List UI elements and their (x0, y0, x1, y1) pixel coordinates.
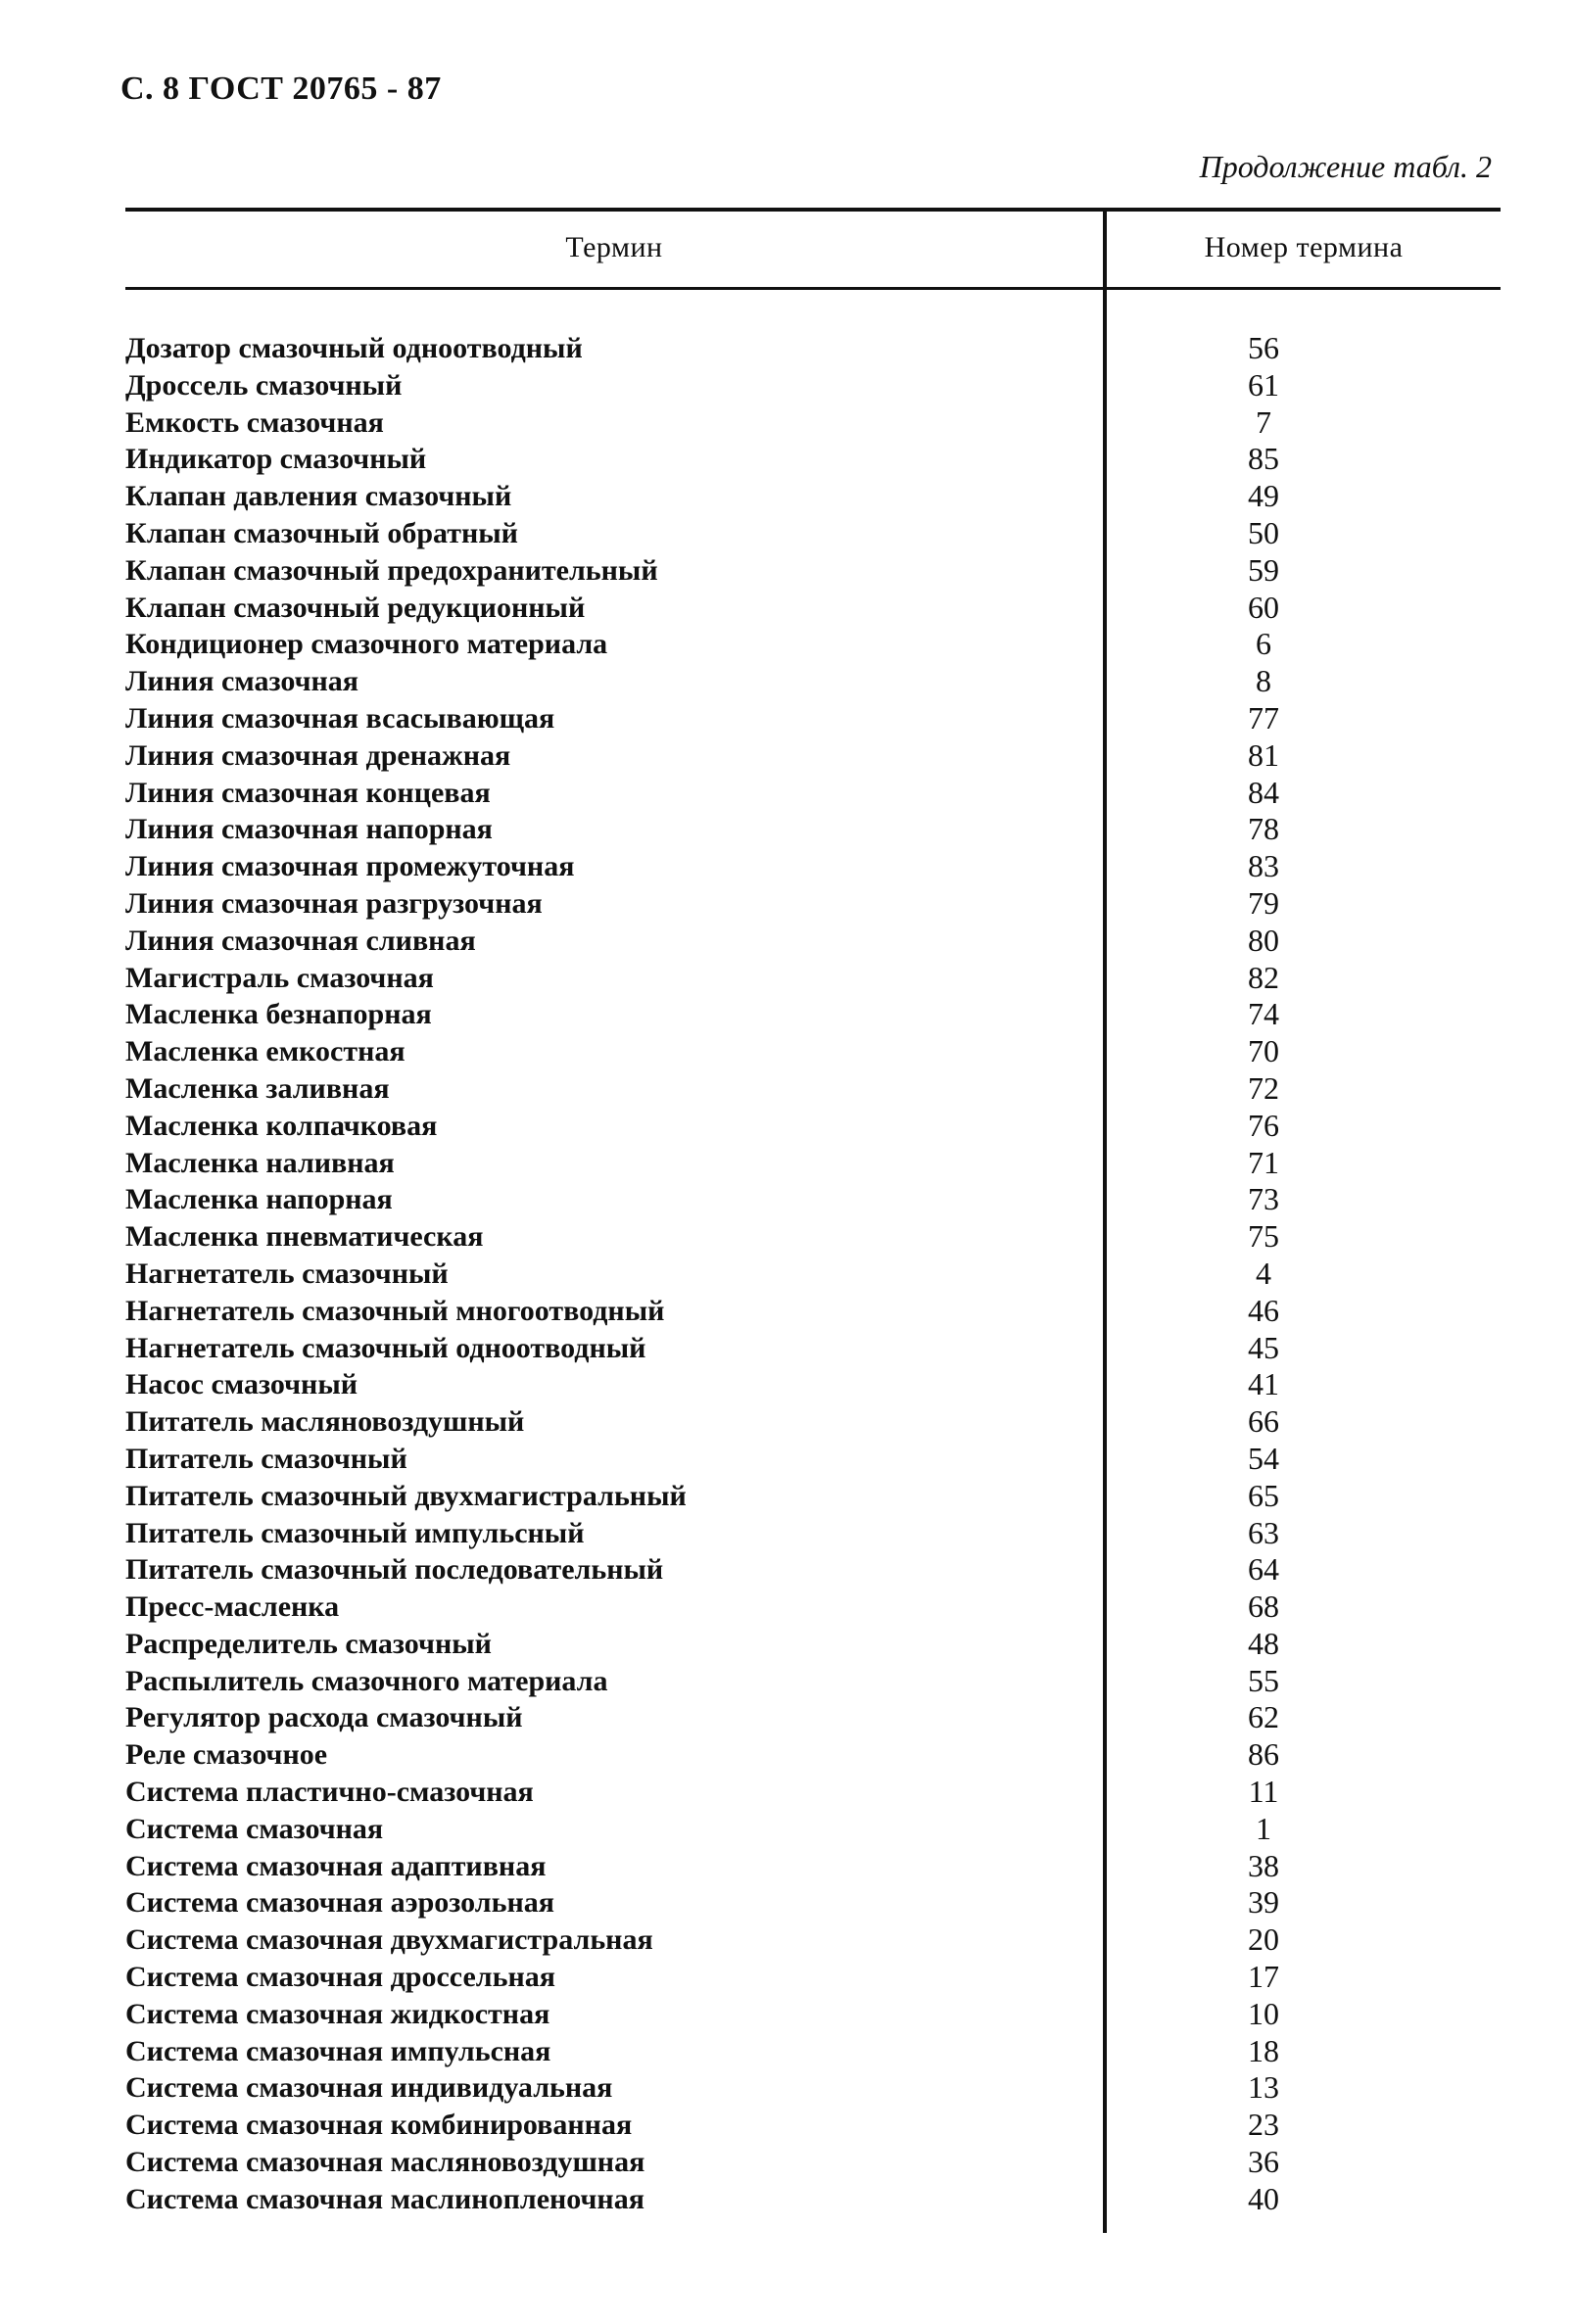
table-row (0, 1478, 1574, 1515)
table-row (0, 1515, 1574, 1552)
term-cell: Система смазочная индивидуальная (125, 2071, 613, 2105)
table-row (0, 1811, 1574, 1848)
term-cell: Магистраль смазочная (125, 961, 434, 994)
table-row (0, 885, 1574, 923)
term-cell: Клапан смазочный обратный (125, 516, 518, 549)
term-number-cell: 78 (1248, 811, 1279, 847)
term-cell: Нагнетатель смазочный (125, 1257, 449, 1290)
term-cell: Клапан смазочный предохранительный (125, 553, 658, 587)
term-cell: Питатель смазочный двухмагистральный (125, 1479, 687, 1512)
term-number-cell: 46 (1248, 1292, 1279, 1328)
term-number-cell: 48 (1248, 1625, 1279, 1661)
term-number-cell: 71 (1248, 1144, 1279, 1180)
table-row (0, 923, 1574, 960)
term-cell: Система смазочная комбинированная (125, 2109, 633, 2142)
table-row (0, 663, 1574, 700)
term-cell: Масленка безнапорная (125, 998, 432, 1031)
table-row (0, 811, 1574, 848)
term-number-cell: 65 (1248, 1477, 1279, 1513)
term-cell: Клапан смазочный редукционный (125, 591, 586, 624)
term-number-cell: 6 (1256, 626, 1271, 662)
term-cell: Система пластично-смазочная (125, 1776, 534, 1809)
term-number-cell: 13 (1248, 2069, 1279, 2106)
term-number-cell: 83 (1248, 848, 1279, 884)
column-header-term: Термин (565, 231, 663, 263)
table-row (0, 1218, 1574, 1256)
table-row (0, 441, 1574, 478)
table-row (0, 848, 1574, 885)
term-cell: Пресс-масленка (125, 1590, 340, 1624)
term-cell: Масленка заливная (125, 1071, 390, 1105)
term-number-cell: 61 (1248, 366, 1279, 403)
term-number-cell: 41 (1248, 1366, 1279, 1402)
term-cell: Линия смазочная напорная (125, 813, 493, 846)
table-row (0, 2107, 1574, 2144)
table-row (0, 700, 1574, 737)
term-number-cell: 11 (1248, 1774, 1279, 1810)
term-number-cell: 85 (1248, 441, 1279, 477)
term-cell: Дроссель смазочный (125, 368, 403, 402)
term-cell: Система смазочная двухмагистральная (125, 1923, 653, 1957)
term-number-cell: 10 (1248, 1995, 1279, 2031)
page-header: С. 8 ГОСТ 20765 - 87 (120, 71, 442, 107)
term-number-cell: 8 (1256, 663, 1271, 699)
table-row (0, 1441, 1574, 1478)
term-number-cell: 76 (1248, 1107, 1279, 1143)
table-row (0, 1663, 1574, 1700)
term-number-cell: 55 (1248, 1662, 1279, 1698)
table-row (0, 1774, 1574, 1811)
term-cell: Система смазочная адаптивная (125, 1849, 547, 1882)
term-cell: Распылитель смазочного материала (125, 1664, 608, 1697)
term-number-cell: 17 (1248, 1959, 1279, 1995)
table-row (0, 775, 1574, 812)
table-row (0, 1589, 1574, 1626)
term-cell: Линия смазочная концевая (125, 776, 491, 809)
table-row (0, 2144, 1574, 2181)
term-number-cell: 59 (1248, 551, 1279, 588)
table-header-rule (125, 287, 1501, 290)
term-cell: Кондиционер смазочного материала (125, 628, 608, 661)
term-number-cell: 7 (1256, 403, 1271, 440)
term-number-cell: 66 (1248, 1403, 1279, 1440)
table-row (0, 1330, 1574, 1367)
term-number-cell: 73 (1248, 1181, 1279, 1217)
term-number-cell: 62 (1248, 1699, 1279, 1735)
term-cell: Масленка наливная (125, 1146, 395, 1179)
table-row (0, 404, 1574, 442)
term-number-cell: 60 (1248, 589, 1279, 625)
term-number-cell: 72 (1248, 1069, 1279, 1106)
term-number-cell: 64 (1248, 1551, 1279, 1588)
term-cell: Насос смазочный (125, 1368, 358, 1401)
term-cell: Система смазочная дроссельная (125, 1961, 556, 1994)
table-row (0, 1921, 1574, 1959)
table-row (0, 1736, 1574, 1774)
term-number-cell: 4 (1256, 1255, 1271, 1291)
term-cell: Линия смазочная разгрузочная (125, 886, 543, 920)
table-row (0, 1108, 1574, 1145)
table-row (0, 590, 1574, 627)
table-row (0, 1996, 1574, 2033)
term-cell: Линия смазочная промежуточная (125, 850, 575, 883)
table-row (0, 1145, 1574, 1182)
term-cell: Линия смазочная всасывающая (125, 701, 555, 735)
term-cell: Распределитель смазочный (125, 1627, 492, 1660)
table-row (0, 330, 1574, 367)
term-cell: Система смазочная жидкостная (125, 1997, 550, 2030)
term-number-cell: 86 (1248, 1736, 1279, 1773)
table-row (0, 478, 1574, 515)
term-cell: Питатель смазочный импульсный (125, 1516, 585, 1549)
term-number-cell: 74 (1248, 996, 1279, 1032)
table-row (0, 1403, 1574, 1441)
term-number-cell: 20 (1248, 1921, 1279, 1958)
term-number-cell: 23 (1248, 2107, 1279, 2143)
term-cell: Система смазочная аэрозольная (125, 1886, 554, 1920)
table-row (0, 1181, 1574, 1218)
term-number-cell: 40 (1248, 2180, 1279, 2216)
term-number-cell: 79 (1248, 884, 1279, 921)
term-cell: Питатель масляновоздушный (125, 1405, 525, 1439)
term-cell: Индикатор смазочный (125, 443, 427, 476)
term-number-cell: 45 (1248, 1329, 1279, 1365)
term-cell: Питатель смазочный последовательный (125, 1553, 664, 1587)
table-row (0, 1256, 1574, 1293)
table-row (0, 1884, 1574, 1921)
term-number-cell: 63 (1248, 1514, 1279, 1550)
table-row (0, 1366, 1574, 1403)
term-number-cell: 77 (1248, 699, 1279, 735)
term-number-cell: 80 (1248, 922, 1279, 958)
table-continuation-label: Продолжение табл. 2 (1199, 149, 1492, 184)
term-cell: Масленка пневматическая (125, 1220, 484, 1254)
term-cell: Система смазочная (125, 1812, 384, 1845)
table-row (0, 996, 1574, 1033)
term-cell: Регулятор расхода смазочный (125, 1701, 523, 1734)
table-row (0, 1959, 1574, 1996)
term-number-cell: 18 (1248, 2032, 1279, 2068)
table-row (0, 1848, 1574, 1885)
table-row (0, 1070, 1574, 1108)
table-row (0, 1626, 1574, 1663)
term-cell: Питатель смазочный (125, 1442, 407, 1475)
term-cell: Нагнетатель смазочный одноотводный (125, 1331, 646, 1364)
term-cell: Система смазочная маслинопленочная (125, 2182, 644, 2215)
term-number-cell: 50 (1248, 514, 1279, 550)
term-cell: Линия смазочная дренажная (125, 738, 511, 772)
table-row (0, 1033, 1574, 1070)
term-number-cell: 49 (1248, 478, 1279, 514)
term-cell: Масленка емкостная (125, 1035, 405, 1068)
table-row (0, 737, 1574, 775)
table-row (0, 2033, 1574, 2070)
term-number-cell: 82 (1248, 959, 1279, 995)
term-cell: Масленка колпачковая (125, 1109, 438, 1142)
term-number-cell: 75 (1248, 1218, 1279, 1255)
term-number-cell: 54 (1248, 1440, 1279, 1476)
term-cell: Система смазочная масляновоздушная (125, 2146, 645, 2179)
term-number-cell: 36 (1248, 2144, 1279, 2180)
term-cell: Емкость смазочная (125, 405, 384, 439)
term-number-cell: 56 (1248, 330, 1279, 365)
table-top-rule (125, 208, 1501, 212)
term-cell: Система смазочная импульсная (125, 2034, 551, 2067)
term-cell: Масленка напорная (125, 1183, 393, 1216)
term-cell: Нагнетатель смазочный многоотводный (125, 1294, 665, 1327)
term-cell: Реле смазочное (125, 1738, 328, 1772)
column-header-number: Номер термина (1204, 231, 1404, 263)
term-number-cell: 84 (1248, 774, 1279, 810)
term-number-cell: 1 (1256, 1810, 1271, 1846)
table-row (0, 515, 1574, 552)
table-row (0, 626, 1574, 663)
table-row (0, 960, 1574, 997)
term-number-cell: 39 (1248, 1884, 1279, 1921)
table-row (0, 2181, 1574, 2218)
table-row (0, 1699, 1574, 1736)
term-cell: Линия смазочная сливная (125, 924, 476, 957)
term-number-cell: 70 (1248, 1033, 1279, 1069)
table-row (0, 2069, 1574, 2107)
table-row (0, 1293, 1574, 1330)
table-row (0, 1551, 1574, 1589)
table-body (0, 330, 1574, 2218)
term-cell: Дозатор смазочный одноотводный (125, 332, 583, 364)
term-number-cell: 38 (1248, 1847, 1279, 1883)
term-number-cell: 68 (1248, 1589, 1279, 1625)
table-row (0, 367, 1574, 404)
term-cell: Линия смазочная (125, 665, 359, 698)
table-row (0, 552, 1574, 590)
term-cell: Клапан давления смазочный (125, 480, 512, 513)
term-number-cell: 81 (1248, 736, 1279, 773)
